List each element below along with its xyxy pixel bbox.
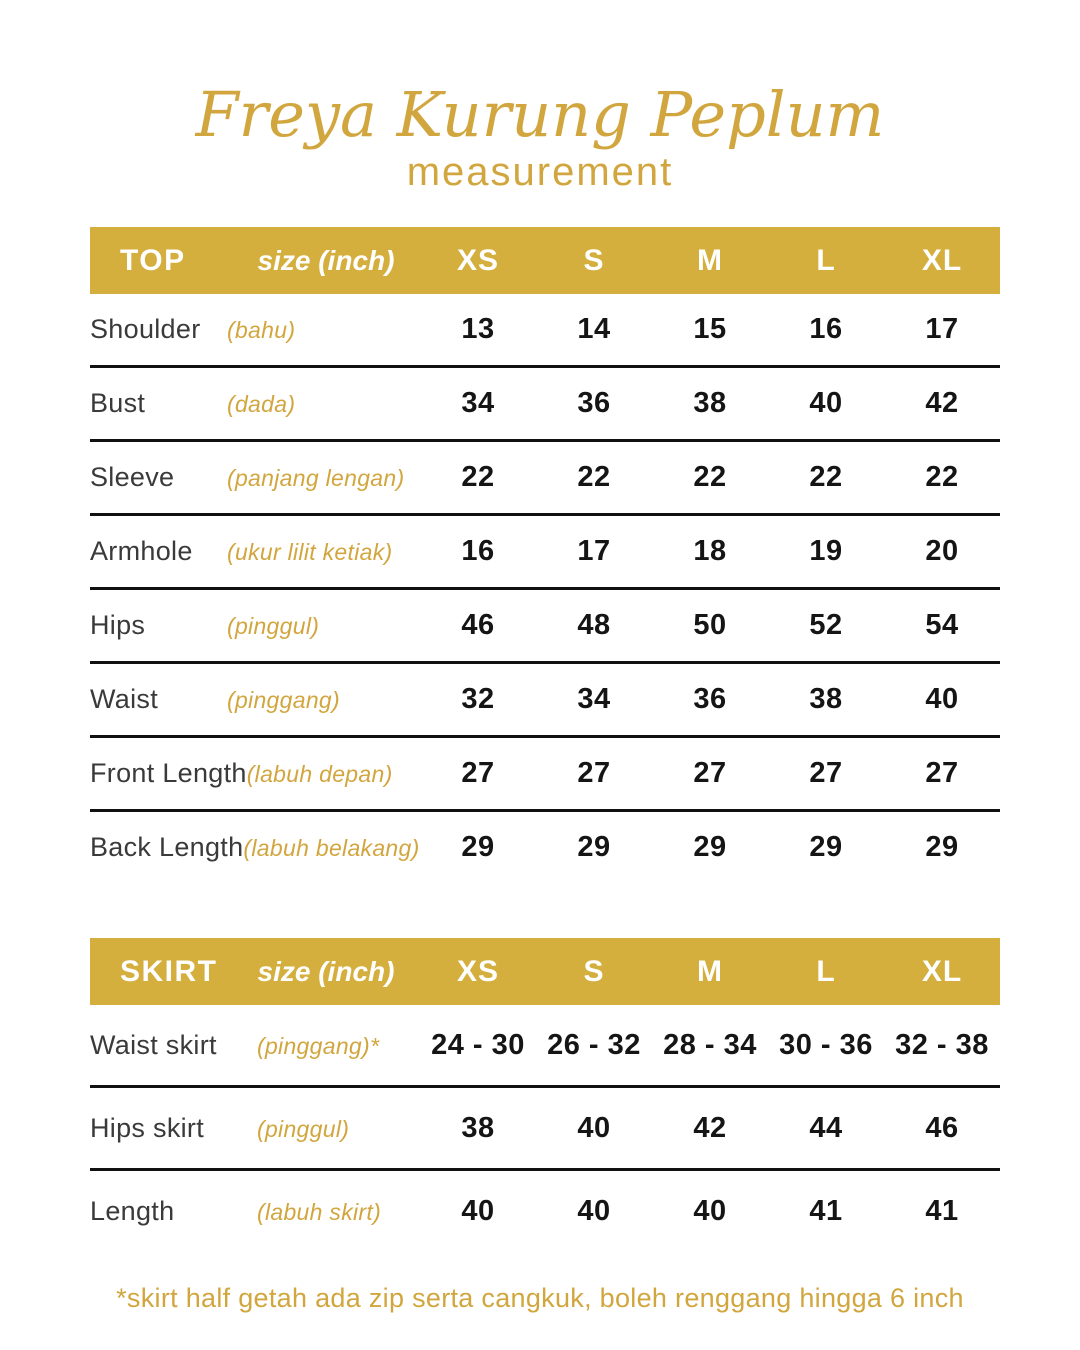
size-column-l: L xyxy=(816,243,836,277)
row-label-cell xyxy=(90,536,420,567)
value-cell: 29 xyxy=(693,831,727,863)
value-cell: 17 xyxy=(925,313,959,345)
size-column-m: M xyxy=(697,954,723,988)
value-cell: 41 xyxy=(809,1194,843,1227)
value-cell: 54 xyxy=(925,609,959,641)
row-label: Shoulder xyxy=(90,314,201,344)
size-column-xl: XL xyxy=(921,243,963,277)
skirt-size-table xyxy=(90,938,1000,1251)
value-cell: 22 xyxy=(693,461,727,493)
row-label: Hips skirt xyxy=(90,1112,205,1143)
value-cell: 26 - 32 xyxy=(547,1028,641,1061)
value-cell: 16 xyxy=(809,313,843,345)
value-cell: 29 xyxy=(925,831,959,863)
table-header-bar xyxy=(90,938,1000,1005)
row-label-cell xyxy=(90,1196,420,1227)
row-label-cell xyxy=(90,832,420,863)
page-title: Freya Kurung Peplum xyxy=(195,78,885,151)
value-cell: 46 xyxy=(925,1111,959,1144)
value-cell: 34 xyxy=(461,387,495,419)
measurement-row-front-length xyxy=(90,738,1000,812)
value-cell: 40 xyxy=(925,683,959,715)
measurement-row-hips-skirt xyxy=(90,1088,1000,1171)
measurement-row-bust xyxy=(90,368,1000,442)
row-sublabel: (pinggul) xyxy=(257,1115,350,1142)
value-cell: 28 - 34 xyxy=(663,1028,757,1061)
value-cell: 44 xyxy=(809,1111,843,1144)
value-cell: 27 xyxy=(577,757,611,789)
footnote: *skirt half getah ada zip serta cangkuk, boleh renggang hingga 6 inch xyxy=(116,1283,964,1313)
header-label-cell xyxy=(90,244,420,278)
row-sublabel: (pinggang) xyxy=(227,687,340,713)
value-cell: 36 xyxy=(577,387,611,419)
value-cell: 32 - 38 xyxy=(895,1028,989,1061)
size-column-xs: XS xyxy=(456,954,500,988)
value-cell: 40 xyxy=(577,1194,611,1227)
measurement-row-hips xyxy=(90,590,1000,664)
value-cell: 29 xyxy=(577,831,611,863)
measurement-row-sleeve xyxy=(90,442,1000,516)
value-cell: 40 xyxy=(693,1194,727,1227)
row-sublabel: (ukur lilit ketiak) xyxy=(227,539,393,565)
page-subtitle: measurement xyxy=(406,150,674,194)
row-sublabel: (bahu) xyxy=(227,317,296,343)
size-column-l: L xyxy=(816,954,836,988)
row-label-cell xyxy=(90,462,420,493)
value-cell: 52 xyxy=(809,609,843,641)
value-cell: 24 - 30 xyxy=(431,1028,525,1061)
header-label-cell xyxy=(90,955,420,989)
measurement-row-waist-skirt xyxy=(90,1005,1000,1088)
value-cell: 22 xyxy=(809,461,843,493)
row-sublabel: (panjang lengan) xyxy=(227,465,405,491)
value-cell: 42 xyxy=(693,1111,727,1144)
size-column-m: M xyxy=(697,243,723,277)
row-label-cell xyxy=(90,610,420,641)
value-cell: 46 xyxy=(461,609,495,641)
row-label-cell xyxy=(90,388,420,419)
row-sublabel: (dada) xyxy=(227,391,296,417)
value-cell: 29 xyxy=(809,831,843,863)
value-cell: 30 - 36 xyxy=(779,1028,873,1061)
value-cell: 36 xyxy=(693,683,727,715)
value-cell: 22 xyxy=(577,461,611,493)
measurement-row-waist xyxy=(90,664,1000,738)
value-cell: 40 xyxy=(809,387,843,419)
value-cell: 22 xyxy=(925,461,959,493)
value-cell: 18 xyxy=(693,535,727,567)
value-cell: 27 xyxy=(809,757,843,789)
value-cell: 38 xyxy=(461,1111,495,1144)
top-size-table xyxy=(90,227,1000,883)
size-column-xs: XS xyxy=(456,243,500,277)
value-cell: 17 xyxy=(577,535,611,567)
value-cell: 41 xyxy=(925,1194,959,1227)
row-label: Armhole xyxy=(90,536,193,566)
measurement-row-shoulder xyxy=(90,294,1000,368)
row-label: Back Length xyxy=(90,832,244,862)
value-cell: 15 xyxy=(693,313,727,345)
row-label: Front Length xyxy=(90,758,247,788)
row-label: Bust xyxy=(90,388,146,418)
value-cell: 32 xyxy=(461,683,495,715)
size-column-xl: XL xyxy=(921,954,963,988)
value-cell: 20 xyxy=(925,535,959,567)
value-cell: 27 xyxy=(693,757,727,789)
value-cell: 29 xyxy=(461,831,495,863)
row-label: Waist xyxy=(90,684,158,714)
value-cell: 40 xyxy=(461,1194,495,1227)
row-label: Waist skirt xyxy=(90,1029,217,1060)
value-cell: 22 xyxy=(461,461,495,493)
value-cell: 42 xyxy=(925,387,959,419)
value-cell: 40 xyxy=(577,1111,611,1144)
size-unit-label: size (inch) xyxy=(257,244,395,276)
row-label-cell xyxy=(90,314,420,345)
row-sublabel: (pinggul) xyxy=(227,613,320,639)
table-name: TOP xyxy=(120,243,186,277)
value-cell: 48 xyxy=(577,609,611,641)
value-cell: 14 xyxy=(577,313,611,345)
row-sublabel: (labuh depan) xyxy=(246,761,393,787)
value-cell: 19 xyxy=(809,535,843,567)
row-label: Length xyxy=(90,1195,175,1226)
value-cell: 34 xyxy=(577,683,611,715)
value-cell: 50 xyxy=(693,609,727,641)
value-cell: 27 xyxy=(461,757,495,789)
row-label-cell xyxy=(90,758,420,789)
measurement-row-length xyxy=(90,1171,1000,1251)
row-label-cell xyxy=(90,1030,420,1061)
row-sublabel: (labuh skirt) xyxy=(257,1198,382,1225)
row-label: Sleeve xyxy=(90,462,175,492)
row-sublabel: (labuh belakang) xyxy=(243,835,420,861)
value-cell: 27 xyxy=(925,757,959,789)
table-header-bar xyxy=(90,227,1000,294)
size-column-s: S xyxy=(583,954,605,988)
measurement-row-back-length xyxy=(90,812,1000,883)
row-label-cell xyxy=(90,1113,420,1144)
row-label-cell xyxy=(90,684,420,715)
row-label: Hips xyxy=(90,610,146,640)
value-cell: 38 xyxy=(809,683,843,715)
size-column-s: S xyxy=(583,243,605,277)
row-sublabel: (pinggang)* xyxy=(257,1032,380,1059)
value-cell: 13 xyxy=(461,313,495,345)
value-cell: 38 xyxy=(693,387,727,419)
table-name: SKIRT xyxy=(120,954,218,988)
measurement-row-armhole xyxy=(90,516,1000,590)
size-unit-label: size (inch) xyxy=(257,955,395,987)
value-cell: 16 xyxy=(461,535,495,567)
